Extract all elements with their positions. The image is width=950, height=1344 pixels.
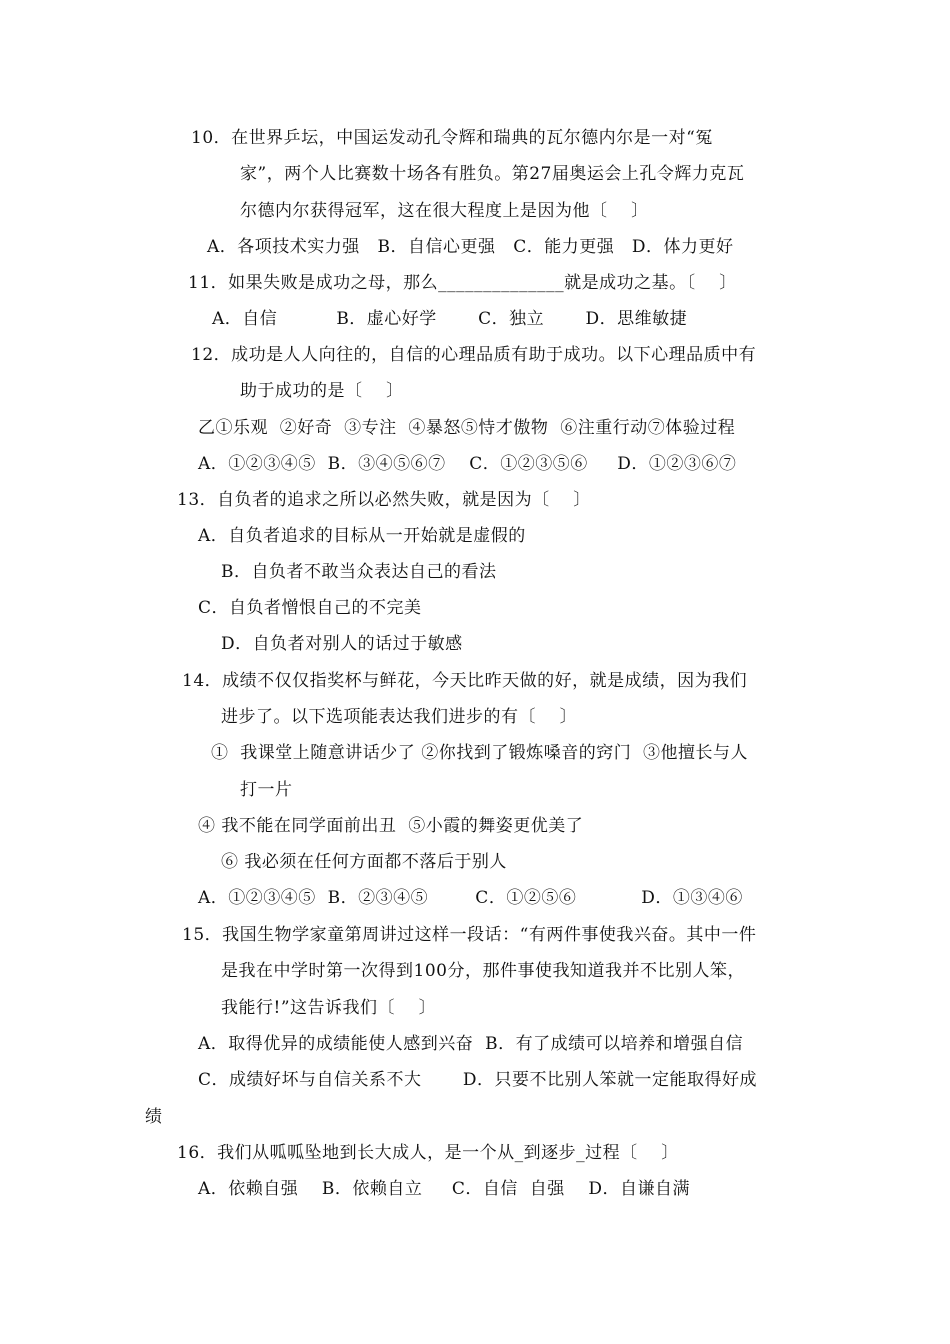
- q11-stem: 11．如果失败是成功之母，那么______________就是成功之基。〔 〕: [188, 273, 737, 293]
- q12-options: A．①②③④⑤ B．③④⑤⑥⑦ C．①②③⑤⑥ D．①②③⑥⑦: [198, 454, 737, 474]
- q14-stem-line-2: 进步了。以下选项能表达我们进步的有〔 〕: [221, 707, 578, 727]
- q11-options: A．自信 B．虚心好学 C．独立 D．思维敏捷: [212, 309, 688, 329]
- q16-options: A．依赖自强 B．依赖自立 C．自信 自强 D．自谦自满: [198, 1179, 690, 1199]
- q15-stem-line-2: 是我在中学时第一次得到100分，那件事使我知道我并不比别人笨，: [221, 961, 745, 981]
- q15-stem-line-1: 15．我国生物学家童第周讲过这样一段话：“有两件事使我兴奋。其中一件: [182, 925, 757, 945]
- q13-stem: 13．自负者的追求之所以必然失败，就是因为〔 〕: [177, 490, 591, 510]
- q10-options: A．各项技术实力强 B．自信心更强 C．能力更强 D．体力更好: [207, 237, 734, 257]
- q15-options-ab: A．取得优异的成绩能使人感到兴奋 B．有了成绩可以培养和增强自信: [198, 1034, 744, 1054]
- q13-option-b: B．自负者不敢当众表达自己的看法: [221, 562, 497, 582]
- q14-options: A．①②③④⑤ B．②③④⑤ C．①②⑤⑥ D．①③④⑥: [198, 888, 743, 908]
- q13-option-a: A．自负者追求的目标从一开始就是虚假的: [198, 526, 526, 546]
- q12-stem-line-2: 助于成功的是〔 〕: [240, 381, 404, 401]
- q13-option-d: D．自负者对别人的话过于敏感: [221, 634, 463, 654]
- q12-stem-line-1: 12．成功是人人向往的，自信的心理品质有助于成功。以下心理品质中有: [191, 345, 757, 365]
- q14-items-line-1: ① 我课堂上随意讲话少了 ②你找到了锻炼嗓音的窍门 ③他擅长与人: [211, 743, 749, 763]
- q15-options-cd-wrap: 绩: [145, 1107, 163, 1127]
- q10-stem-line-2: 家”，两个人比赛数十场各有胜负。第27届奥运会上孔令辉力克瓦: [240, 164, 745, 184]
- q10-stem-line-3: 尔德内尔获得冠军，这在很大程度上是因为他〔 〕: [240, 201, 649, 221]
- q14-items-line-2: 打一片: [240, 780, 293, 800]
- q14-items-line-4: ⑥ 我必须在任何方面都不落后于别人: [221, 852, 507, 872]
- q10-stem-line-1: 10．在世界乒坛，中国运发动孔令辉和瑞典的瓦尔德内尔是一对“冤: [191, 128, 713, 148]
- q14-items-line-3: ④ 我不能在同学面前出丑 ⑤小霞的舞姿更优美了: [198, 816, 584, 836]
- q16-stem: 16．我们从呱呱坠地到长大成人，是一个从_到逐步_过程〔 〕: [177, 1143, 679, 1163]
- q14-stem-line-1: 14．成绩不仅仅指奖杯与鲜花，今天比昨天做的好，就是成绩，因为我们: [182, 671, 748, 691]
- q15-stem-line-3: 我能行!”这告诉我们〔 〕: [221, 998, 437, 1018]
- q13-option-c: C．自负者憎恨自己的不完美: [198, 598, 422, 618]
- q12-items: 乙①乐观 ②好奇 ③专注 ④暴怒⑤恃才傲物 ⑥注重行动⑦体验过程: [198, 418, 736, 438]
- q15-options-cd: C．成绩好坏与自信关系不大 D．只要不比别人笨就一定能取得好成: [198, 1070, 757, 1090]
